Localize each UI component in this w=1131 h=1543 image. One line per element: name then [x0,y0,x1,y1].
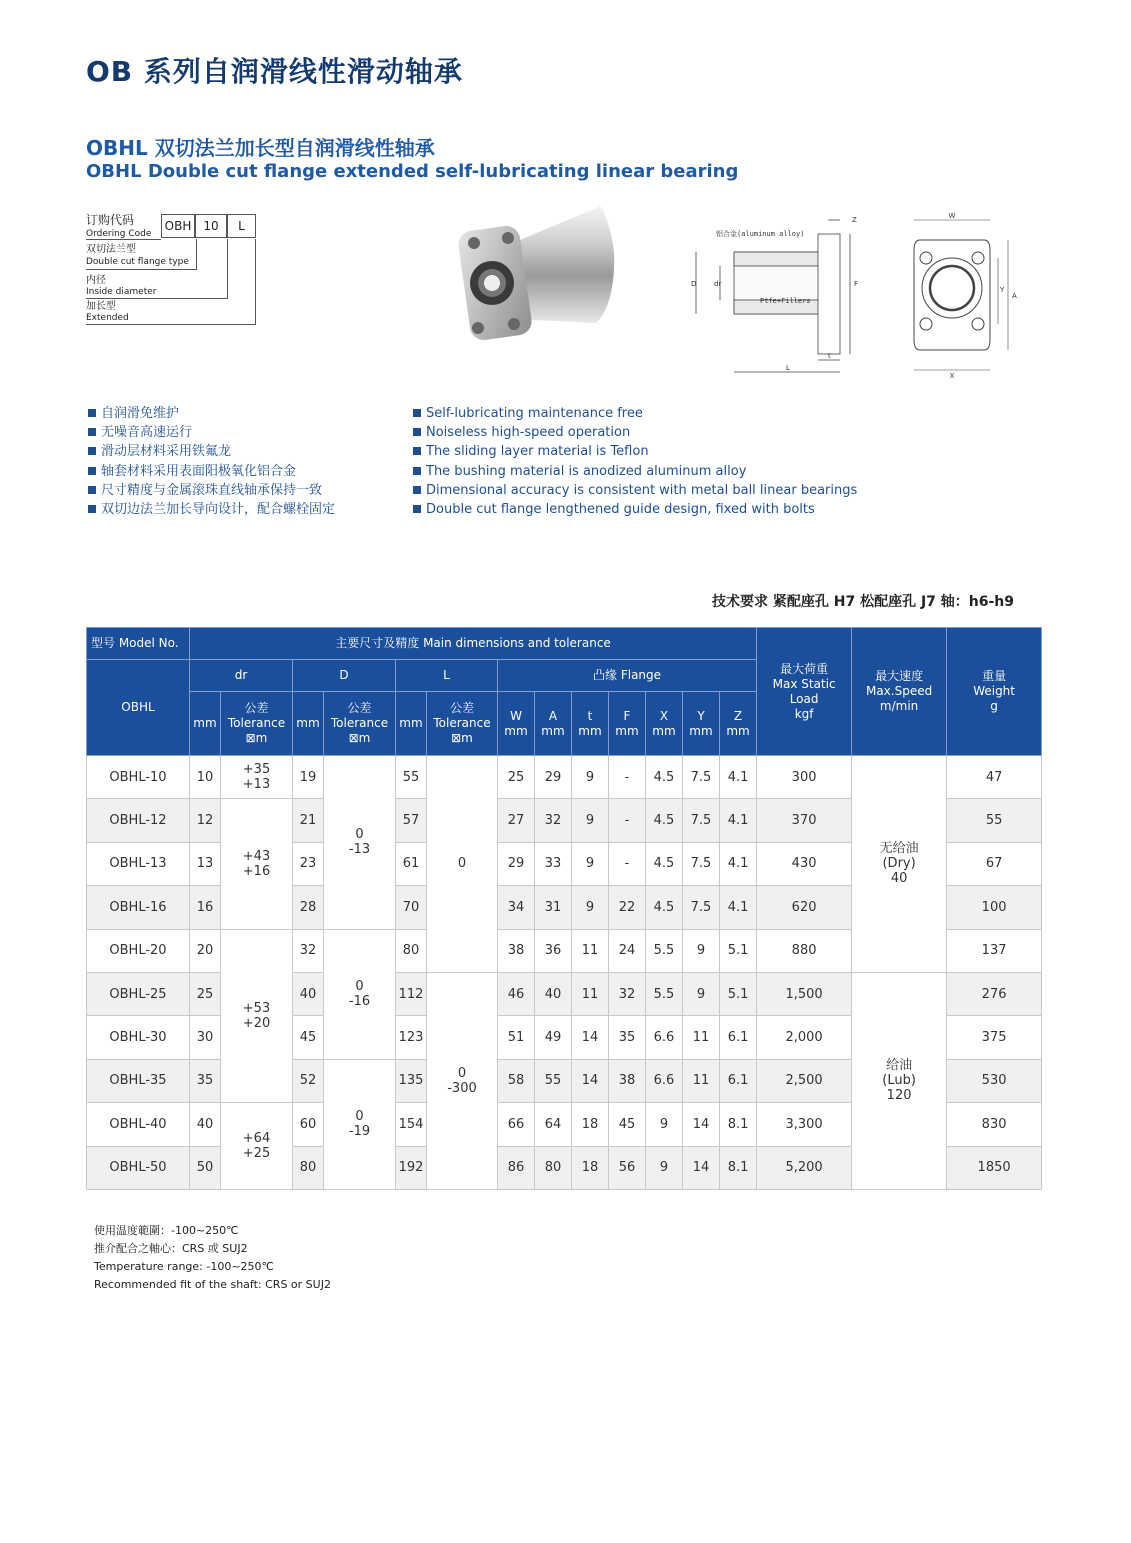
divider [86,269,196,270]
header-weight: 重量 Weight g [947,628,1042,756]
table-row: OBHL-40 40 +64 +25 60 154 66 64 18 45 9 14 8.1 3,300 830 [87,1103,1042,1146]
feature-item: 轴套材料采用表面阳极氧化铝合金 [88,462,335,481]
table-row: OBHL-20 20 +53 +20 32 0 -16 80 38 36 11 24 5.5 9 5.1 880 137 [87,929,1042,972]
header-dr-mm: mm [190,692,221,756]
header-L-tolerance: 公差 Tolerance ⊠m [427,692,498,756]
side-view-drawing [690,212,865,382]
header-D-tolerance: 公差 Tolerance ⊠m [324,692,396,756]
front-view-drawing [908,210,1026,380]
feature-list-cn [88,404,335,519]
tol-dr: +64 +25 [221,1103,293,1190]
tol-dr: +53 +20 [221,929,293,1103]
feature-item: Double cut flange lengthened guide design, fixed with bolts [413,500,857,519]
ordering-code-en: Ordering Code [86,229,152,239]
ptfe-label: Ptfe+Fillers [760,297,811,305]
header-flange: 凸缘 Flange [498,660,757,692]
subtitle-en: OBHL Double cut flange extended self-lubricating linear bearing [86,161,739,182]
extended-cn: 加长型 [86,301,116,312]
ordering-code-diagram [86,212,261,327]
feature-item: 滑动层材料采用铁氟龙 [88,442,335,461]
table-row: OBHL-12 12 +43 +16 21 57 27 32 9 - 4.5 7.5 4.1 370 55 [87,799,1042,842]
spec-table [86,627,1042,1190]
dim-y: Y [1000,286,1005,294]
feature-item: Noiseless high-speed operation [413,423,857,442]
header-dr-tolerance: 公差 Tolerance ⊠m [221,692,293,756]
header-D-mm: mm [293,692,324,756]
technical-requirements: 技术要求 紧配座孔 H7 松配座孔 J7 轴：h6-h9 [712,594,1015,610]
table-row: OBHL-10 10 +35 +13 19 0 -13 55 0 25 29 9 - 4.5 7.5 4.1 300 无给油 (Dry) 40 47 [87,756,1042,799]
divider [196,239,197,270]
flange-type-cn: 双切法兰型 [86,244,136,255]
dim-f: F [854,280,859,288]
dim-d: D [691,280,697,288]
tol-dr: +43 +16 [221,799,293,929]
inside-diameter-en: Inside diameter [86,287,157,297]
note-shaft-cn: 推介配合之軸心：CRS 或 SUJ2 [94,1242,248,1255]
speed-dry: 无给油 (Dry) 40 [852,756,947,973]
tol-D: 0 -13 [324,756,396,930]
header-X: X mm [646,692,683,756]
feature-item: Dimensional accuracy is consistent with metal ball linear bearings [413,481,857,500]
product-photo [456,198,621,358]
table-row: OBHL-30 30 45 123 51 49 14 35 6.6 11 6.1 2,000 375 [87,1016,1042,1059]
dim-l: L [786,364,790,372]
table-row: OBHL-16 16 28 70 34 31 9 22 4.5 7.5 4.1 620 100 [87,886,1042,929]
header-L: L [396,660,498,692]
tol-D: 0 -19 [324,1059,396,1189]
note-temperature-cn: 使用温度範圍：-100~250℃ [94,1224,239,1237]
feature-item: 自润滑免维护 [88,404,335,423]
alloy-label: 铝合金(aluminum alloy) [716,230,805,238]
tol-dr: +35 +13 [221,756,293,799]
speed-lub: 给油 (Lub) 120 [852,972,947,1189]
header-A: A mm [535,692,572,756]
page-title: OB 系列自润滑线性滑动轴承 [86,55,463,88]
table-row: OBHL-25 25 40 112 0 -300 46 40 11 32 5.5 9 5.1 1,500 给油 (Lub) 120 276 [87,972,1042,1015]
table-row: OBHL-35 35 52 0 -19 135 58 55 14 38 6.6 11 6.1 2,500 530 [87,1059,1042,1102]
tol-L: 0 -300 [427,972,498,1189]
header-obhl: OBHL [87,660,190,756]
feature-item: The bushing material is anodized aluminum alloy [413,462,857,481]
tol-L: 0 [427,756,498,973]
ordering-code-cn: 订购代码 [86,213,135,227]
divider [86,324,256,325]
header-F: F mm [609,692,646,756]
header-speed: 最大速度 Max.Speed m/min [852,628,947,756]
header-W: W mm [498,692,535,756]
note-shaft-en: Recommended fit of the shaft: CRS or SUJ2 [94,1278,331,1291]
header-dr: dr [190,660,293,692]
dim-a: A [1012,292,1017,300]
header-model: 型号 Model No. [87,628,190,660]
divider [227,239,228,299]
inside-diameter-cn: 内径 [86,275,106,286]
dim-t: t [828,352,831,360]
feature-item: The sliding layer material is Teflon [413,442,857,461]
table-row: OBHL-13 13 23 61 29 33 9 - 4.5 7.5 4.1 430 67 [87,842,1042,885]
header-load: 最大荷重 Max Static Load kgf [757,628,852,756]
ordering-cell-type: L [227,214,256,238]
divider [86,298,228,299]
divider [86,239,161,240]
ordering-cell-size: 10 [195,214,227,238]
feature-item: Self-lubricating maintenance free [413,404,857,423]
dim-x: X [949,372,955,380]
feature-item: 双切边法兰加长导向设计，配合螺栓固定 [88,500,335,519]
header-main-dimensions: 主要尺寸及精度 Main dimensions and tolerance [190,628,757,660]
note-temperature-en: Temperature range: -100~250℃ [94,1260,274,1273]
header-D: D [293,660,396,692]
feature-list-en [413,404,857,519]
dim-dr: dr [714,280,722,288]
table-row: OBHL-50 50 80 192 86 80 18 56 9 14 8.1 5,200 1850 [87,1146,1042,1189]
feature-item: 尺寸精度与金属滚珠直线轴承保持一致 [88,481,335,500]
tol-D: 0 -16 [324,929,396,1059]
usage-notes [94,1222,331,1294]
header-Y: Y mm [683,692,720,756]
divider [255,239,256,325]
dim-z: Z [852,216,857,224]
header-Z: Z mm [720,692,757,756]
subtitle-cn: OBHL 双切法兰加长型自润滑线性轴承 [86,136,435,160]
extended-en: Extended [86,313,129,323]
feature-item: 无噪音高速运行 [88,423,335,442]
dim-w: W [948,212,956,220]
header-L-mm: mm [396,692,427,756]
header-t: t mm [572,692,609,756]
flange-type-en: Double cut flange type [86,257,189,267]
ordering-cell-series: OBH [161,214,195,238]
